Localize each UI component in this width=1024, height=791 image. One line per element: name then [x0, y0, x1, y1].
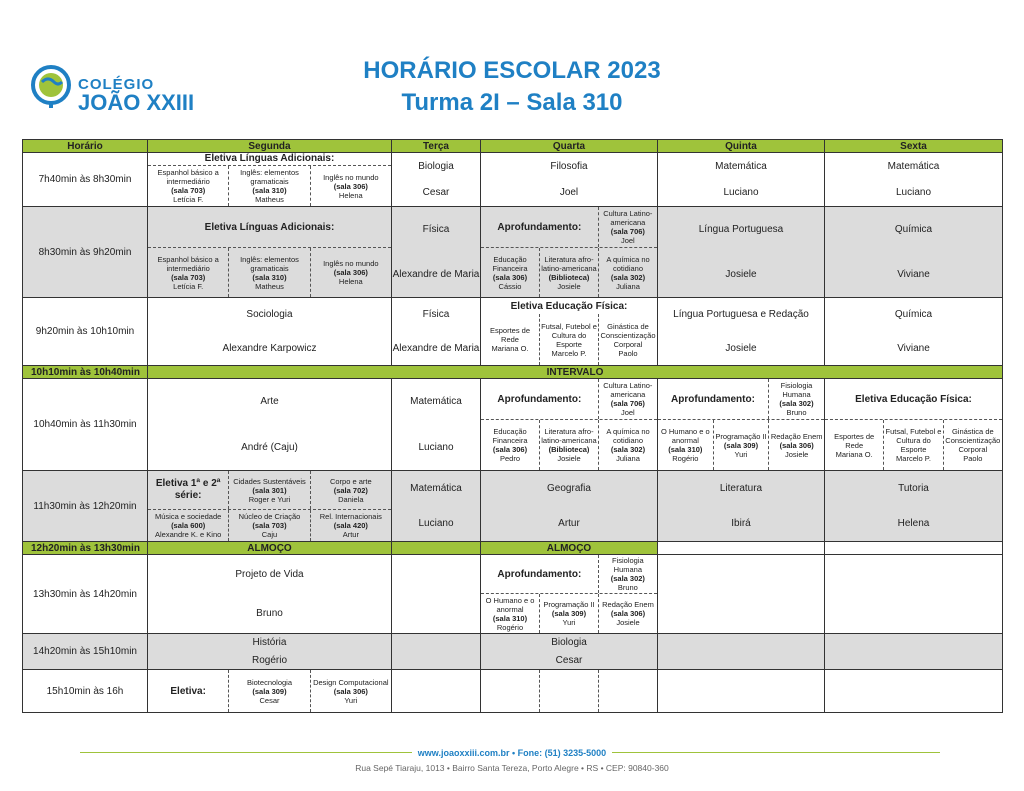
- elective-option: Esportes de Rede Mariana O.: [489, 326, 531, 353]
- table-row: [23, 207, 1003, 298]
- elective-option: Educação Financeira (sala 306) Cássio: [492, 254, 528, 291]
- class-cell: Arte André (Caju): [148, 379, 392, 471]
- lunch-label: ALMOÇO: [481, 542, 658, 555]
- class-cell: [481, 555, 658, 634]
- class-cell: Matemática Luciano: [825, 153, 1003, 207]
- class-cell: [481, 379, 658, 471]
- footer-contact: www.joaoxxiii.com.br • Fone: (51) 3235-5000: [0, 748, 1024, 758]
- elective-option: O Humano e o anormal (sala 310) Rogério: [660, 427, 710, 463]
- class-cell: Biologia Cesar: [392, 153, 481, 207]
- empty-cell: [481, 670, 658, 713]
- elective-option: O Humano e o anormal (sala 310) Rogério: [485, 595, 535, 632]
- elective-title: Aprofundamento:: [497, 221, 582, 233]
- elective-title: Aprofundamento:: [497, 568, 582, 580]
- lunch-label: [392, 542, 481, 555]
- empty-cell: [658, 670, 825, 713]
- elective-option: Esportes de Rede Mariana O.: [834, 431, 875, 459]
- class-cell: Literatura Ibirá: [658, 471, 825, 542]
- class-cell: Projeto de Vida Bruno: [148, 555, 392, 634]
- time-cell: 10h10min às 10h40min: [23, 366, 148, 379]
- interval-label: INTERVALO: [148, 366, 1003, 379]
- elective-option: Fisiologia Humana (sala 302) Bruno: [768, 379, 824, 419]
- elective-title: Eletiva Educação Física:: [510, 300, 628, 312]
- elective-option: Rel. Internacionais (sala 420) Artur: [310, 510, 391, 541]
- header-cell: Quarta: [481, 140, 658, 153]
- header-cell: Segunda: [148, 140, 392, 153]
- elective-option: Inglês: elementos gramaticais (sala 310) Matheus: [228, 166, 309, 206]
- class-cell: Sociologia Alexandre Karpowicz: [148, 298, 392, 366]
- class-cell: Matemática Luciano: [392, 379, 481, 471]
- elective-option: Ginástica de Conscientização Corporal Paolo: [943, 420, 1002, 470]
- table-row: [23, 379, 1003, 471]
- interval-row: [23, 366, 1003, 379]
- elective-option: Literatura afro-latino-americana (Biblioteca) Josiele: [539, 248, 598, 297]
- class-cell: Filosofia Joel: [481, 153, 658, 207]
- header-cell: Quinta: [658, 140, 825, 153]
- class-cell: [148, 207, 392, 298]
- lunch-label: ALMOÇO: [148, 542, 392, 555]
- elective-option: Núcleo de Criação (sala 703) Caju: [228, 510, 309, 541]
- class-cell: [148, 471, 392, 542]
- empty-cell: [825, 634, 1003, 670]
- page-title: HORÁRIO ESCOLAR 2023: [363, 57, 661, 84]
- class-cell: Química Viviane: [825, 298, 1003, 366]
- class-cell: Geografia Artur: [481, 471, 658, 542]
- elective-title: Aprofundamento:: [497, 393, 582, 405]
- page-subtitle: Turma 2I – Sala 310: [401, 89, 623, 116]
- elective-option: Cidades Sustentáveis (sala 301) Roger e Yuri: [228, 471, 309, 509]
- elective-option: Inglês: elementos gramaticais (sala 310) Matheus: [228, 248, 309, 297]
- elective-option: Inglês no mundo (sala 306) Helena: [310, 248, 391, 297]
- elective-option: Futsal, Futebol e Cultura do Esporte Marcelo P.: [539, 314, 598, 365]
- elective-option: Cultura Latino-americana (sala 706) Joel: [598, 379, 657, 419]
- time-cell: 9h20min às 10h10min: [23, 298, 148, 366]
- class-cell: Língua Portuguesa e Redação Josiele: [658, 298, 825, 366]
- elective-option: A química no cotidiano (sala 302) Juliana: [598, 420, 657, 470]
- elective-option: Fisiologia Humana (sala 302) Bruno: [598, 555, 657, 593]
- class-cell: Matemática Luciano: [658, 153, 825, 207]
- elective-option: Biotecnologia (sala 309) Cesar: [228, 670, 309, 712]
- elective-title: Eletiva:: [170, 685, 206, 697]
- time-cell: 15h10min às 16h: [23, 670, 148, 713]
- time-cell: 14h20min às 15h10min: [23, 634, 148, 670]
- empty-cell: [658, 555, 825, 634]
- elective-option: Literatura afro-latino-americana (Biblioteca) Josiele: [539, 420, 598, 470]
- elective-option: Educação Financeira (sala 306) Pedro: [492, 427, 528, 463]
- class-cell: Química Viviane: [825, 207, 1003, 298]
- time-cell: 12h20min às 13h30min: [23, 542, 148, 555]
- class-cell: [481, 207, 658, 298]
- empty-cell: [392, 670, 481, 713]
- elective-option: Programação II (sala 309) Yuri: [713, 420, 769, 470]
- empty-cell: [392, 555, 481, 634]
- elective-title: Eletiva Educação Física:: [825, 379, 1002, 420]
- class-cell: [148, 670, 392, 713]
- time-cell: 11h30min às 12h20min: [23, 471, 148, 542]
- header-cell: Terça: [392, 140, 481, 153]
- footer-address: Rua Sepé Tiaraju, 1013 • Bairro Santa Tereza, Porto Alegre • RS • CEP: 90840-360: [355, 763, 669, 773]
- class-cell: Física Alexandre de Maria: [392, 207, 481, 298]
- elective-option: Programação II (sala 309) Yuri: [539, 594, 598, 633]
- class-cell: [658, 379, 825, 471]
- class-cell: [148, 153, 392, 207]
- elective-title: Eletiva Línguas Adicionais:: [148, 153, 391, 166]
- elective-option: Redação Enem (sala 306) Josiele: [768, 420, 824, 470]
- header-row: [23, 140, 1003, 153]
- elective-option: Espanhol básico a intermediário (sala 703) Letícia F.: [157, 254, 219, 291]
- class-cell: Tutoria Helena: [825, 471, 1003, 542]
- table-row: [23, 670, 1003, 713]
- table-row: [23, 298, 1003, 366]
- class-cell: [825, 379, 1003, 471]
- empty-cell: [825, 670, 1003, 713]
- logo-line2: JOÃO XXIII: [78, 90, 195, 115]
- elective-option: Cultura Latino-americana (sala 706) Joel: [598, 207, 657, 247]
- logo-line1: COLÉGIO: [78, 76, 155, 93]
- time-cell: 13h30min às 14h20min: [23, 555, 148, 634]
- empty-cell: [825, 555, 1003, 634]
- elective-option: Corpo e arte (sala 702) Daniela: [310, 471, 391, 509]
- class-cell: Biologia Cesar: [481, 634, 658, 670]
- empty-cell: [658, 634, 825, 670]
- elective-title: Eletiva 1ª e 2ª série:: [155, 478, 221, 501]
- class-cell: [481, 298, 658, 366]
- table-row: [23, 634, 1003, 670]
- empty-cell: [392, 634, 481, 670]
- class-cell: Matemática Luciano: [392, 471, 481, 542]
- table-row: [23, 555, 1003, 634]
- header-cell: Sexta: [825, 140, 1003, 153]
- table-row: [23, 153, 1003, 207]
- elective-option: Inglês no mundo (sala 306) Helena: [310, 166, 391, 206]
- elective-option: Música e sociedade (sala 600) Alexandre K. e Kino: [155, 512, 222, 539]
- class-cell: Língua Portuguesa Josiele: [658, 207, 825, 298]
- time-cell: 10h40min às 11h30min: [23, 379, 148, 471]
- elective-option: Futsal, Futebol e Cultura do Esporte Marcelo P.: [883, 420, 942, 470]
- lunch-row: [23, 542, 1003, 555]
- time-cell: 7h40min às 8h30min: [23, 153, 148, 207]
- header-cell: Horário: [23, 140, 148, 153]
- schedule-table: [22, 139, 1003, 713]
- empty-cell: [658, 542, 825, 555]
- elective-title: Eletiva Línguas Adicionais:: [148, 207, 391, 248]
- elective-option: A química no cotidiano (sala 302) Juliana: [598, 248, 657, 297]
- elective-option: Espanhol básico a intermediário (sala 703) Letícia F.: [157, 168, 219, 204]
- elective-title: Aprofundamento:: [671, 393, 755, 405]
- elective-option: Design Computacional (sala 306) Yuri: [310, 670, 391, 712]
- elective-option: Ginástica de Conscientização Corporal Paolo: [598, 314, 657, 365]
- class-cell: Física Alexandre de Maria: [392, 298, 481, 366]
- class-cell: História Rogério: [148, 634, 392, 670]
- elective-option: Redação Enem (sala 306) Josiele: [598, 594, 657, 633]
- table-row: [23, 471, 1003, 542]
- time-cell: 8h30min às 9h20min: [23, 207, 148, 298]
- empty-cell: [825, 542, 1003, 555]
